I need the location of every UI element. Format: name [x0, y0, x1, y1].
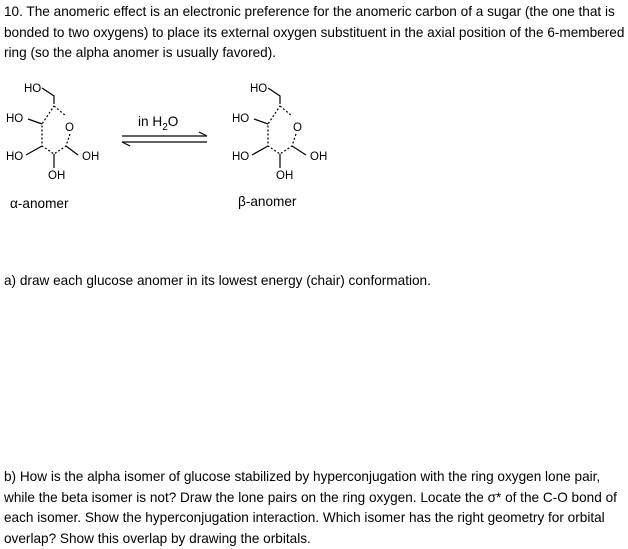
question-part-a: a) draw each glucose anomer in its lowest energy (chair) conformation. [4, 273, 431, 288]
beta-ho-left-label: HO [232, 113, 250, 125]
condition-label: in $H_2O$ [138, 114, 179, 133]
beta-ring-o-label: O [293, 122, 302, 134]
beta-anomer-structure [232, 83, 327, 209]
alpha-ch2oh-bond [42, 88, 54, 104]
alpha-ho-top-label: HO [24, 83, 42, 95]
beta-oh-right-label: OH [310, 151, 328, 163]
alpha-oh-bottom-label: OH [48, 170, 66, 182]
beta-oh-bottom-label: OH [276, 170, 294, 182]
question-intro: 10. The anomeric effect is an electronic preference for the anomeric carbon of a sugar (the one that is bonded to two oxygens) to place its external oxygen substituent in the axial position of the 6-membered ring (so the alpha anomer is usually favored). [4, 4, 625, 60]
equilibrium-arrows [122, 114, 207, 146]
anomer-scheme [0, 76, 628, 216]
alpha-anomer-structure [6, 83, 99, 211]
alpha-ho-left-label: HO [6, 113, 24, 125]
beta-ho-top-label: HO [250, 83, 268, 95]
beta-ho-bottom-left-label: HO [232, 151, 250, 163]
alpha-ring-o-label: O [65, 122, 74, 134]
beta-anomer-label: β-anomer [238, 194, 297, 209]
beta-ring [268, 106, 296, 154]
alpha-ho-bottom-left-label: HO [6, 151, 24, 163]
beta-ch2oh-bond [268, 88, 280, 104]
alpha-anomer-label: α-anomer [10, 196, 69, 211]
alpha-oh-right-label: OH [82, 151, 100, 163]
question-part-b: b) How is the alpha isomer of glucose stabilized by hyperconjugation with the ring oxygen lone pair, while the beta isomer is not? Draw the lone pairs on the ring oxygen. Locate the σ* of the C-O bond of each isomer. Show the hyperconjugation interaction. Which isomer has the right geometry for orbital overlap? Show this overlap by drawing the orbitals. [4, 469, 617, 546]
